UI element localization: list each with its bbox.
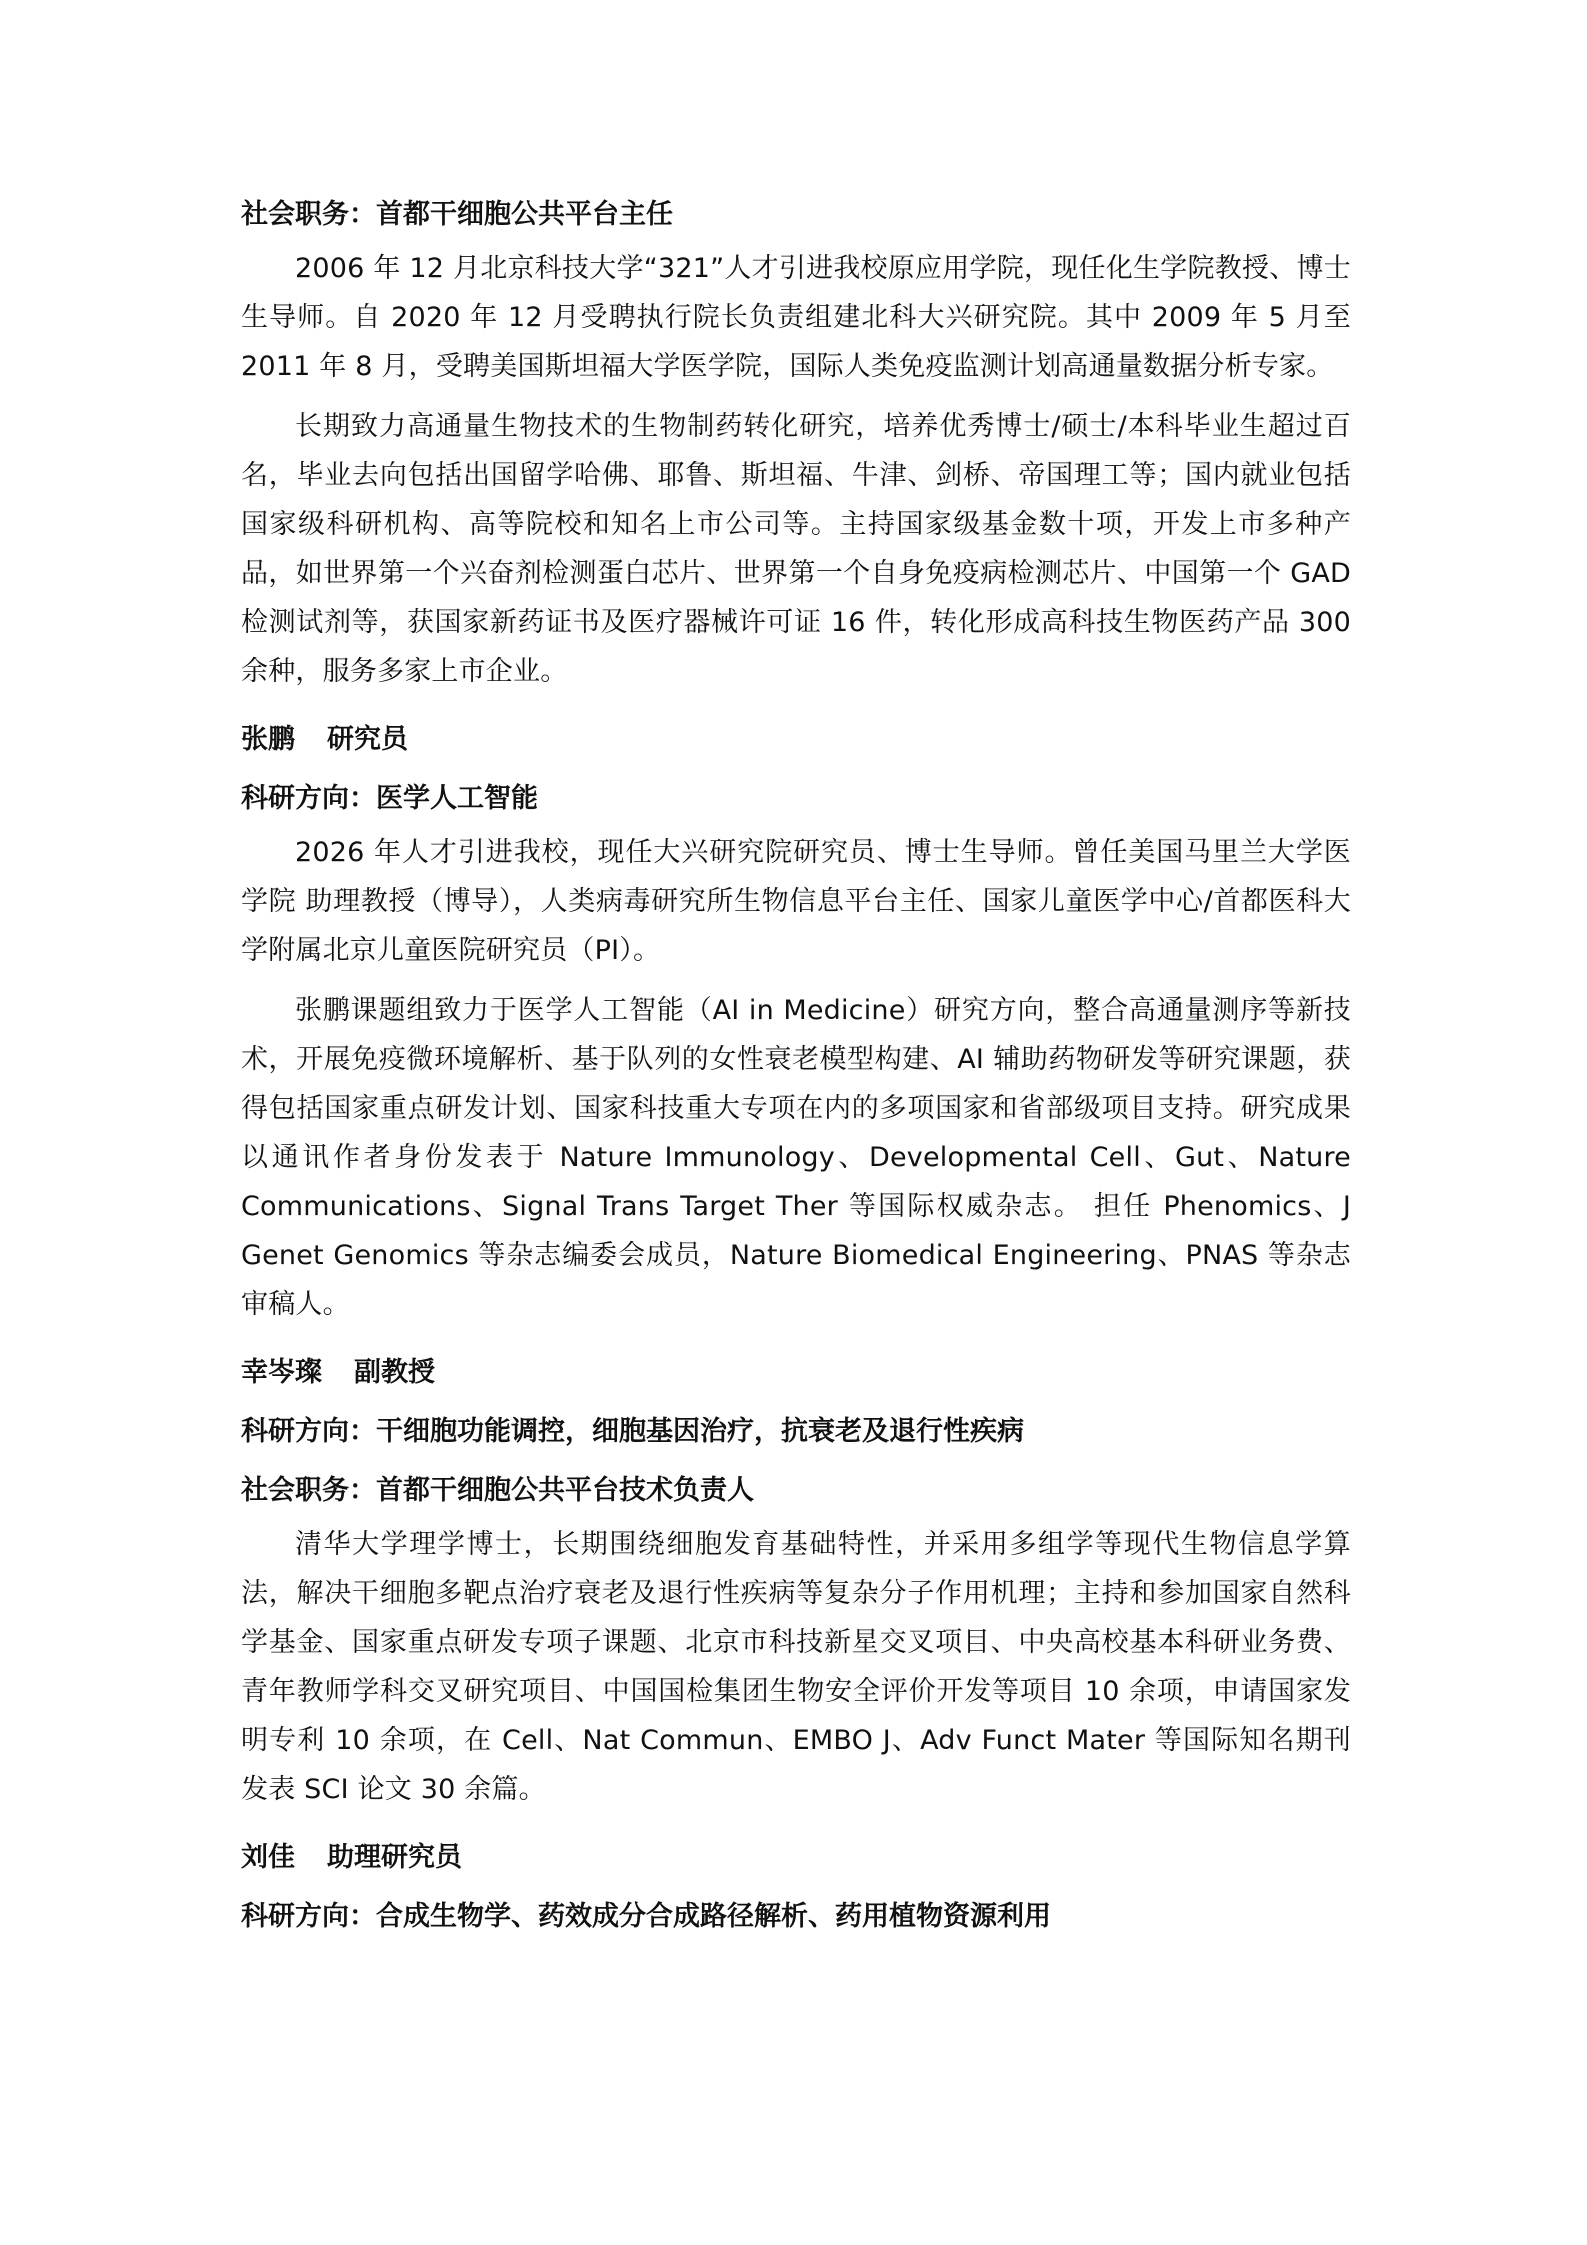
bio-paragraph-career: 2026 年人才引进我校，现任大兴研究院研究员、博士生导师。曾任美国马里兰大学医学院 助理教授（博导），人类病毒研究所生物信息平台主任、国家儿童医学中心/首都医科大学附属北京儿童医院研究员（PI）。 [241,837,1351,966]
researcher-title: 副教授 [354,1357,435,1388]
bio-paragraph-research: 长期致力高通量生物技术的生物制药转化研究，培养优秀博士/硕士/本科毕业生超过百名，毕业去向包括出国留学哈佛、耶鲁、斯坦福、牛津、剑桥、帝国理工等；国内就业包括国家级科研机构、高等院校和知名上市公司等。主持国家级基金数十项，开发上市多种产品，如世界第一个兴奋剂检测蛋白芯片、世界第一个自身免疫病检测芯片、中国第一个 GAD 检测试剂等，获国家新药证书及医疗器械许可证 16 件，转化形成高科技生物医药产品 300 余种，服务多家上市企业。 [241,411,1351,687]
social-role-heading: 社会职务：首都干细胞公共平台技术负责人 [241,1475,754,1506]
researcher-name-heading [241,720,1351,760]
document-page [241,195,1351,1937]
researcher-name: 幸岑璨 [241,1357,322,1388]
research-direction-heading: 科研方向：合成生物学、药效成分合成路径解析、药用植物资源利用 [241,1901,1051,1932]
social-role-heading: 社会职务：首都干细胞公共平台主任 [241,199,673,230]
researcher-name-heading [241,1838,1351,1878]
bio-paragraph-career: 2006 年 12 月北京科技大学“321”人才引进我校原应用学院，现任化生学院教授、博士生导师。自 2020 年 12 月受聘执行院长负责组建北科大兴研究院。其中 2009 年 5 月至 2011 年 8 月，受聘美国斯坦福大学医学院，国际人类免疫监测计划高通量数据分析专家。 [241,253,1351,382]
researcher-name-heading [241,1353,1351,1393]
research-direction-heading: 科研方向：干细胞功能调控，细胞基因治疗，抗衰老及退行性疾病 [241,1416,1024,1447]
bio-paragraph-research: 张鹏课题组致力于医学人工智能（AI in Medicine）研究方向，整合高通量测序等新技术，开展免疫微环境解析、基于队列的女性衰老模型构建、AI 辅助药物研发等研究课题，获得包括国家重点研发计划、国家科技重大专项在内的多项国家和省部级项目支持。研究成果以通讯作者身份发表于 Nature Immunology、Developmental Cell、Gut、Nature Communications、Signal Trans Target Ther 等国际权威杂志。 担任 Phenomics、J Genet Genomics 等杂志编委会成员，Nature Biomedical Engineering、PNAS 等杂志审稿人。 [241,995,1351,1320]
researcher-name: 刘佳 [241,1842,295,1873]
researcher-title: 研究员 [327,724,408,755]
research-direction-heading: 科研方向：医学人工智能 [241,783,538,814]
researcher-name: 张鹏 [241,724,295,755]
researcher-title: 助理研究员 [327,1842,462,1873]
bio-paragraph: 清华大学理学博士，长期围绕细胞发育基础特性，并采用多组学等现代生物信息学算法，解决干细胞多靶点治疗衰老及退行性疾病等复杂分子作用机理；主持和参加国家自然科学基金、国家重点研发专项子课题、北京市科技新星交叉项目、中央高校基本科研业务费、青年教师学科交叉研究项目、中国国检集团生物安全评价开发等项目 10 余项，申请国家发明专利 10 余项，在 Cell、Nat Commun、EMBO J、Adv Funct Mater 等国际知名期刊发表 SCI 论文 30 余篇。 [241,1529,1351,1805]
